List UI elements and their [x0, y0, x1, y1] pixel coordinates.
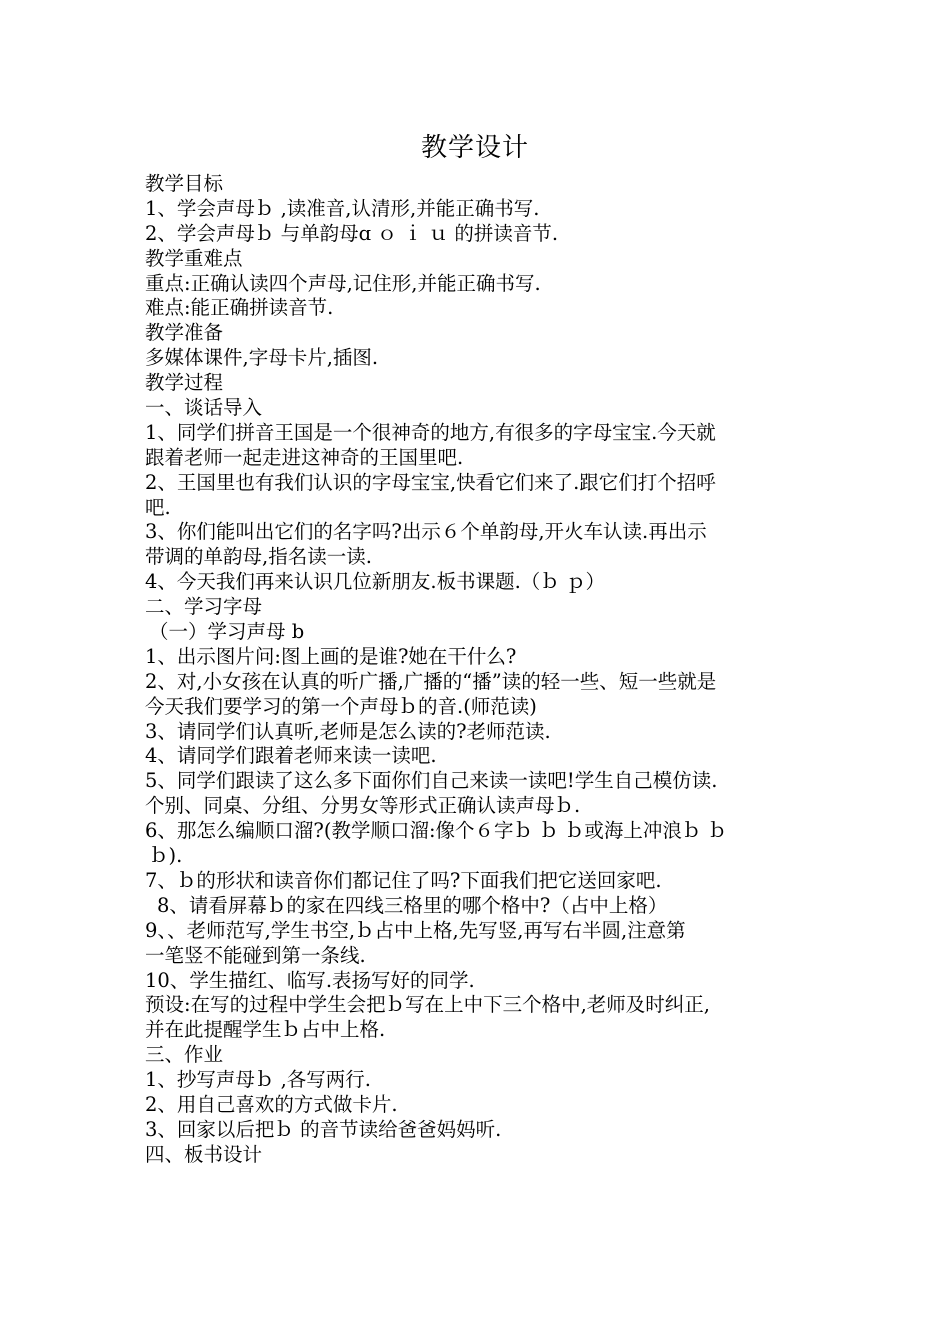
section-heading-objectives: 教学目标: [145, 172, 224, 195]
paragraph-line: 跟着老师一起走进这神奇的王国里吧.: [145, 445, 464, 469]
paragraph-line: 2、对,小女孩在认真的听广播,广播的“播”读的轻一些、短一些就是: [145, 669, 717, 693]
objective-item: 1、学会声母ｂ ,读准音,认清形,并能正确书写.: [145, 196, 540, 220]
homework-item: 1、抄写声母ｂ ,各写两行.: [145, 1068, 372, 1092]
paragraph-line: 6、那怎么编顺口溜?(教学顺口溜:像个６字ｂ ｂ ｂ或海上冲浪ｂ ｂ: [145, 819, 728, 843]
paragraph-line: 预设:在写的过程中学生会把ｂ写在上中下三个格中,老师及时纠正,: [145, 993, 710, 1017]
preparation-text: 多媒体课件,字母卡片,插图.: [145, 346, 379, 370]
paragraph-line: 一笔竖不能碰到第一条线.: [145, 943, 366, 967]
paragraph-line: 1、同学们拼音王国是一个很神奇的地方,有很多的字母宝宝.今天就: [145, 420, 716, 444]
paragraph-line: 个别、同桌、分组、分男女等形式正确认读声母ｂ.: [145, 794, 581, 818]
paragraph-line: 3、你们能叫出它们的名字吗?出示６个单韵母,开火车认读.再出示: [145, 520, 707, 544]
paragraph-line: 并在此提醒学生ｂ占中上格.: [145, 1018, 386, 1042]
paragraph-line: 1、出示图片问:图上画的是谁?她在干什么?: [145, 644, 517, 668]
homework-item: 3、回家以后把ｂ 的音节读给爸爸妈妈听.: [145, 1117, 502, 1141]
key-point-text: 重点:正确认读四个声母,记住形,并能正确书写.: [145, 271, 541, 295]
paragraph-line: 5、同学们跟读了这么多下面你们自己来读一读吧!学生自己模仿读.: [145, 769, 718, 793]
paragraph-line: 4、请同学们跟着老师来读一读吧.: [145, 744, 437, 768]
section-heading-process: 教学过程: [145, 371, 224, 395]
paragraph-line: 3、请同学们认真听,老师是怎么读的?老师范读.: [145, 719, 551, 743]
subsection-heading-board-design: 四、板书设计: [145, 1142, 263, 1166]
paragraph-line: ｂ).: [149, 844, 183, 868]
sub-subsection-heading: （一）学习声母 b: [149, 620, 305, 644]
section-heading-key-points: 教学重难点: [145, 246, 243, 270]
paragraph-line: 4、今天我们再来认识几位新朋友.板书课题.（ｂ ｐ）: [145, 570, 606, 594]
paragraph-line: 带调的单韵母,指名读一读.: [145, 545, 372, 569]
document-body: [145, 172, 810, 1168]
paragraph-line: 9、、老师范写,学生书空,ｂ占中上格,先写竖,再写右半圆,注意第: [145, 918, 686, 942]
paragraph-line: 8、请看屏幕ｂ的家在四线三格里的哪个格中?（占中上格）: [157, 893, 668, 917]
subsection-heading-letters: 二、学习字母: [145, 595, 263, 619]
paragraph-line: 吧.: [145, 495, 171, 519]
homework-item: 2、用自己喜欢的方式做卡片.: [145, 1092, 398, 1116]
document-title: 教学设计: [420, 133, 529, 163]
paragraph-line: 7、ｂ的形状和读音你们都记住了吗?下面我们把它送回家吧.: [145, 868, 662, 892]
section-heading-preparation: 教学准备: [145, 321, 224, 345]
subsection-heading-intro: 一、谈话导入: [145, 396, 263, 420]
difficult-point-text: 难点:能正确拼读音节.: [145, 296, 334, 320]
paragraph-line: 2、王国里也有我们认识的字母宝宝,快看它们来了.跟它们打个招呼: [145, 470, 716, 494]
paragraph-line: 今天我们要学习的第一个声母ｂ的音.(师范读): [145, 694, 537, 718]
subsection-heading-homework: 三、作业: [145, 1043, 224, 1067]
objective-item: 2、学会声母ｂ 与单韵母ɑ ｏ ｉ ｕ 的拼读音节.: [145, 221, 559, 245]
paragraph-line: 10、学生描红、临写.表扬写好的同学.: [145, 968, 475, 992]
